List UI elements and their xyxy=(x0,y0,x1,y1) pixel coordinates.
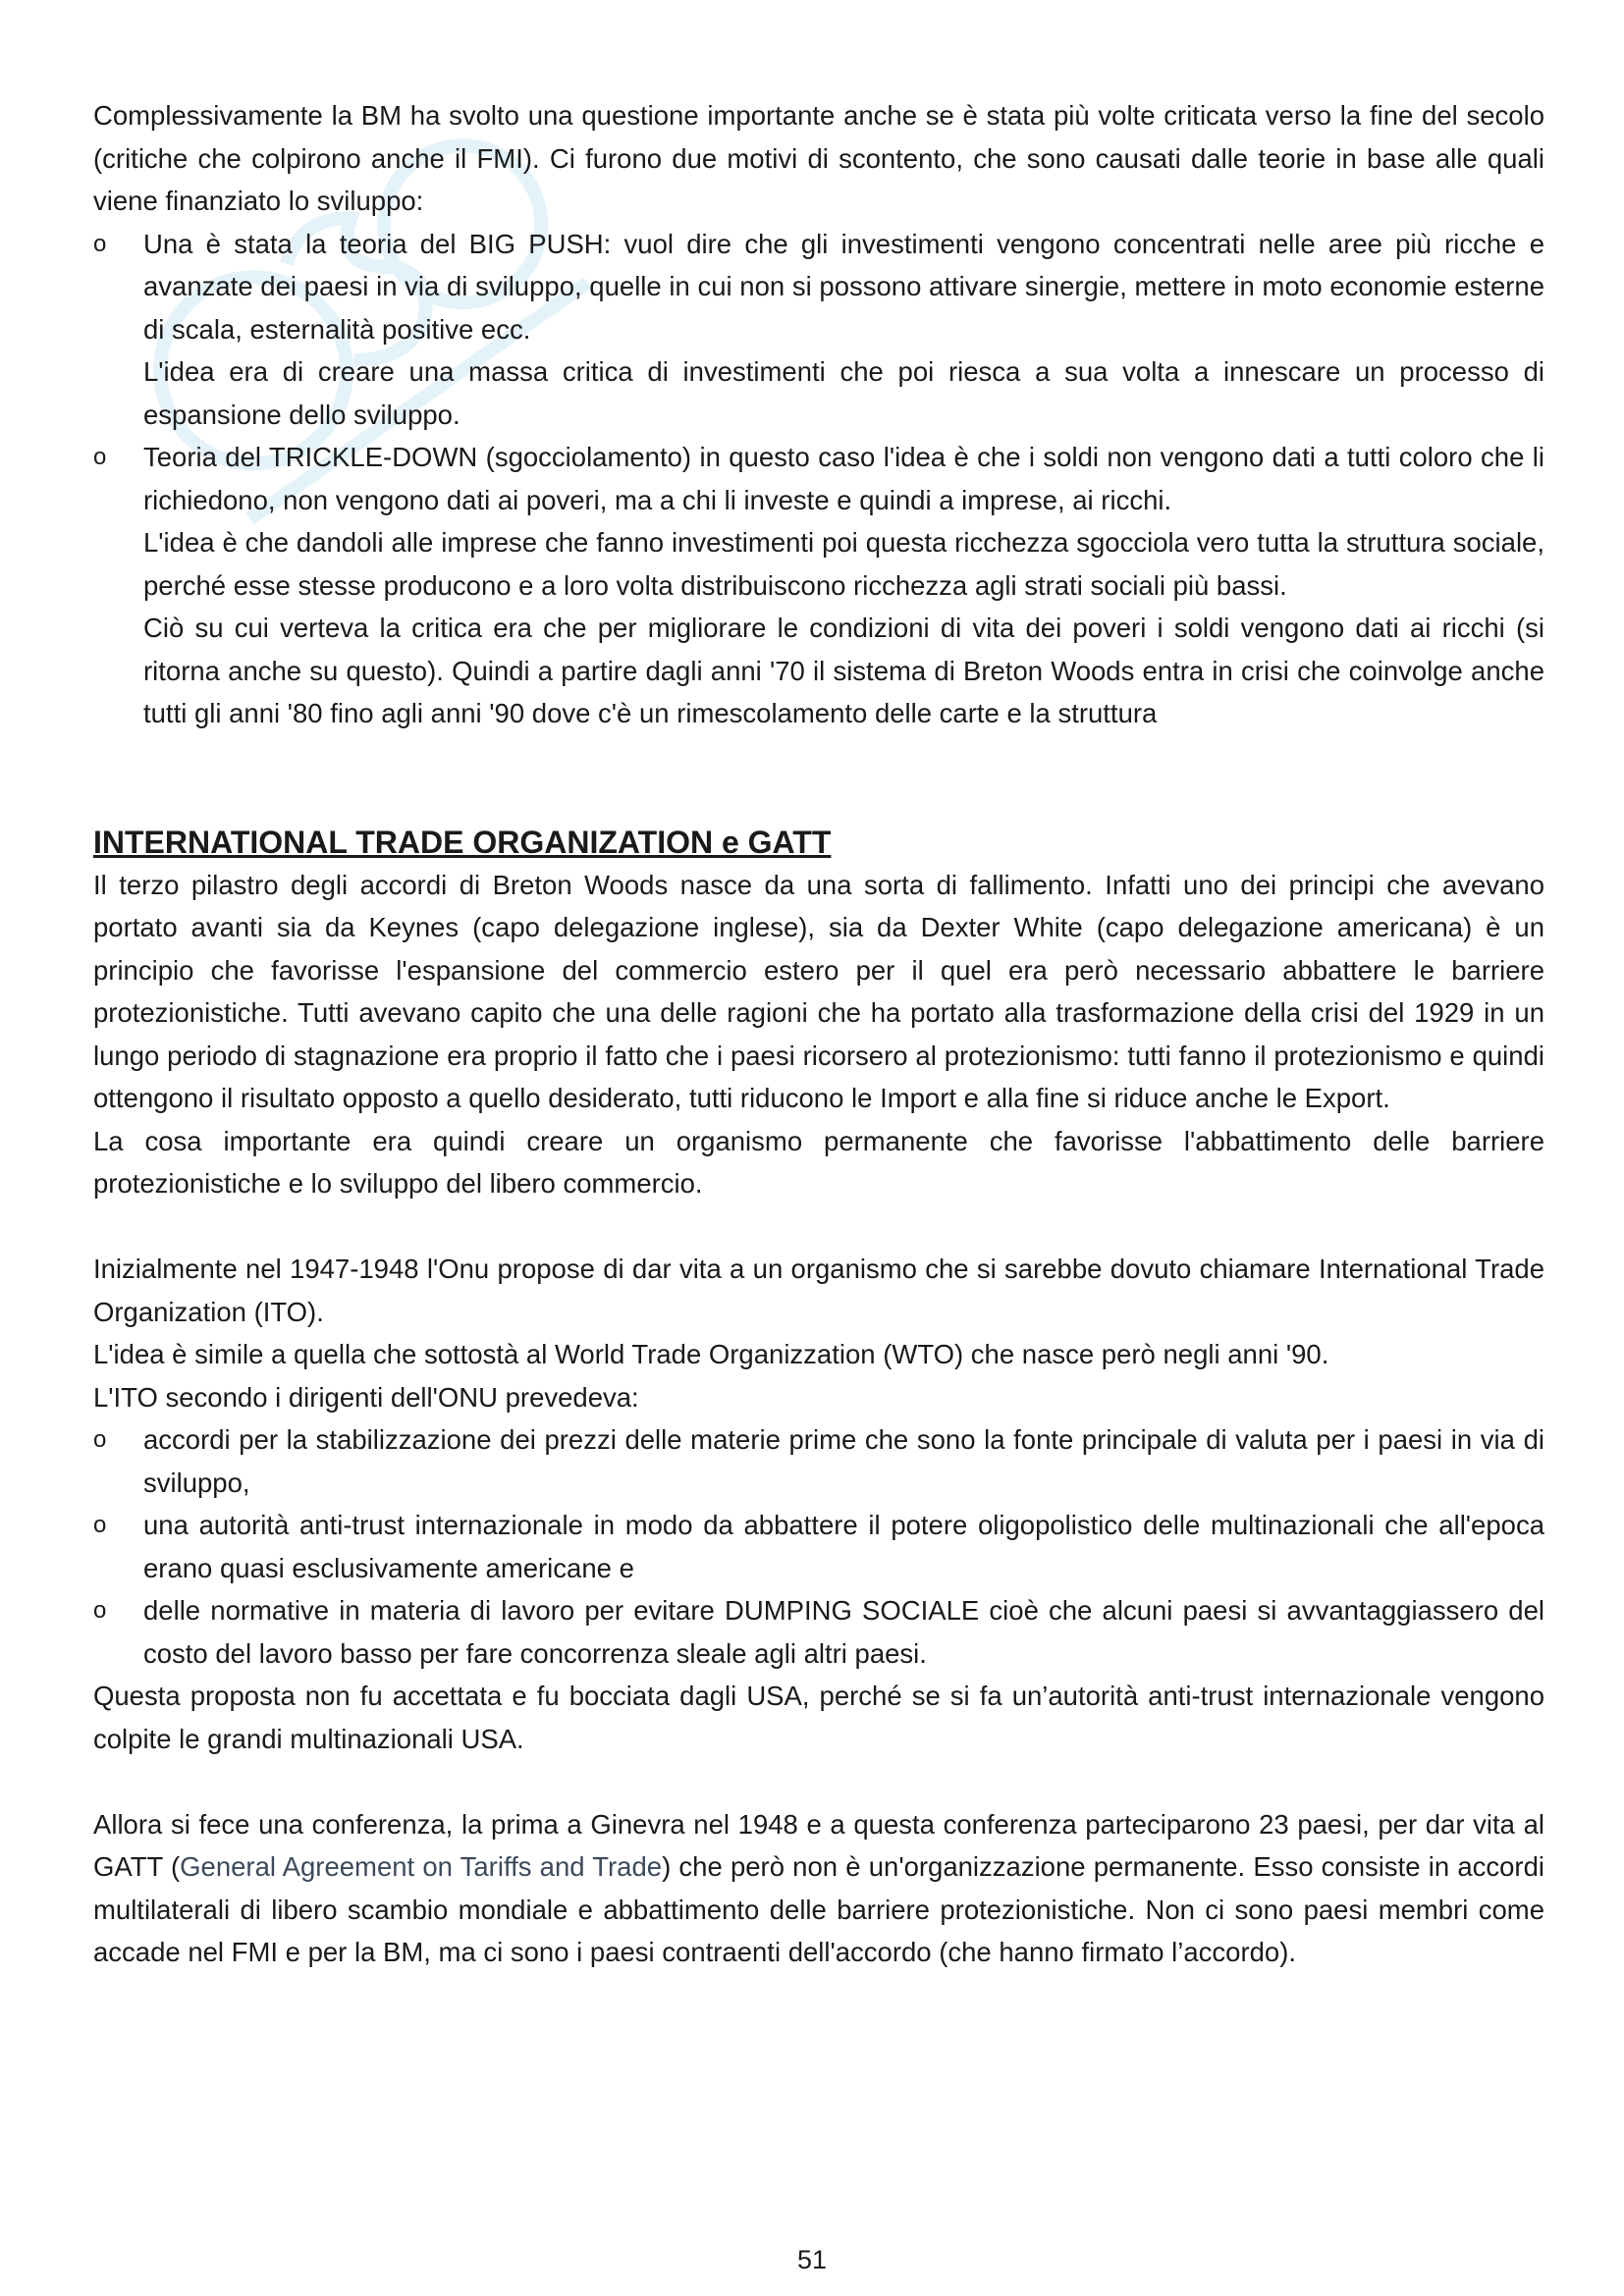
paragraph: La cosa importante era quindi creare un organismo permanente che favorisse l'abbattimento delle barriere protezionistiche e lo sviluppo del libero commercio. xyxy=(93,1125,1544,1199)
paragraph: L'ITO secondo i dirigenti dell'ONU prevedeva: xyxy=(93,1381,639,1413)
list-item-text: una autorità anti-trust internazionale in modo da abbattere il potere oligopolistico delle multinazionali che all'epoca erano quasi esclusivamente americane e xyxy=(143,1510,1544,1583)
intro-paragraph: Complessivamente la BM ha svolto una questione importante anche se è stata più volte criticata verso la fine del secolo (critiche che colpirono anche il FMI). Ci furono due motivi di scontento, che sono causati dalle teorie in base alle quali viene finanziato lo sviluppo: xyxy=(93,100,1544,216)
document-body xyxy=(93,94,1544,1974)
page-number: 51 xyxy=(796,2245,828,2274)
gatt-full-name: General Agreement on Tariffs and Trade xyxy=(180,1851,663,1882)
bullet-icon: o xyxy=(93,1426,107,1453)
bullet-icon: o xyxy=(93,1597,107,1624)
list-item-text: delle normative in materia di lavoro per evitare DUMPING SOCIALE cioè che alcuni paesi si avvantaggiassero del costo del lavoro basso per fare concorrenza sleale agli altri paesi. xyxy=(143,1595,1544,1669)
list-item-extra: Ciò su cui verteva la critica era che per migliorare le condizioni di vita dei poveri i soldi vengono dati ai ricchi (si ritorna anche su questo). Quindi a partire dagli anni '70 il sistema di Breton Woods entra in crisi che coinvolge anche tutti gli anni '80 fino agli anni '90 dove c'è un rimescolamento delle carte e la struttura xyxy=(143,613,1544,728)
list-item-text: Teoria del TRICKLE-DOWN (sgocciolamento) in questo caso l'idea è che i soldi non vengono dati a tutti coloro che li richiedono, non vengono dati ai poveri, ma a chi li investe e quindi a imprese, ai ricchi. xyxy=(143,442,1544,515)
criticism-list xyxy=(93,223,1544,735)
list-item-text: Una è stata la teoria del BIG PUSH: vuol dire che gli investimenti vengono concentrati nelle aree più ricche e avanzate dei paesi in via di sviluppo, quelle in cui non si possono attivare sinergie, mettere in moto economie esterne di scala, esternalità positive ecc. xyxy=(143,228,1544,345)
paragraph: Inizialmente nel 1947-1948 l'Onu propose di dar vita a un organismo che si sarebbe dovuto chiamare International Trade Organization (ITO). xyxy=(93,1254,1544,1327)
list-item xyxy=(93,1504,1544,1589)
bullet-icon: o xyxy=(93,230,107,257)
spacer xyxy=(93,1205,1544,1249)
list-item xyxy=(93,223,1544,437)
paragraph: Questa proposta non fu accettata e fu bocciata dagli USA, perché se si fa un’autorità anti-trust internazionale vengono colpite le grandi multinazionali USA. xyxy=(93,1681,1544,1754)
ito-list xyxy=(93,1418,1544,1675)
list-item-extra: L'idea era di creare una massa critica di investimenti che poi riesca a sua volta a innescare un processo di espansione dello sviluppo. xyxy=(143,356,1544,430)
paragraph: L'idea è simile a quella che sottostà al World Trade Organizzation (WTO) che nasce però negli anni '90. xyxy=(93,1339,1329,1369)
bullet-icon: o xyxy=(93,1512,107,1538)
list-item xyxy=(93,1589,1544,1675)
list-item xyxy=(93,1418,1544,1504)
gatt-text-before: Allora si fece una conferenza, la prima a Ginevra nel 1948 e a questa conferenza parteciparono 23 paesi, per dar vita al GATT ( xyxy=(93,1808,1544,1882)
list-item xyxy=(93,436,1544,735)
list-item-text: accordi per la stabilizzazione dei prezzi delle materie prime che sono la fonte principale di valuta per i paesi in via di sviluppo, xyxy=(143,1424,1544,1498)
bullet-icon: o xyxy=(93,444,107,470)
spacer xyxy=(93,735,1544,821)
paragraph: Il terzo pilastro degli accordi di Breton Woods nasce da una sorta di fallimento. Infatti uno dei principi che avevano portato avanti sia da Keynes (capo delegazione inglese), sia da Dexter White (capo delegazione americana) è un principio che favorisse l'espansione del commercio estero per il quel era però necessario abbattere le barriere protezionistiche. Tutti avevano capito che una delle ragioni che ha portato alla trasformazione della crisi del 1929 in un lungo periodo di stagnazione era proprio il fatto che i paesi ricorsero al protezionismo: tutti fanno il protezionismo e quindi ottengono il risultato opposto a quello desiderato, tutti riducono le Import e alla fine si riduce anche le Export. xyxy=(93,869,1544,1113)
paragraph-gatt xyxy=(93,1803,1544,1974)
spacer xyxy=(93,1760,1544,1803)
section-heading: INTERNATIONAL TRADE ORGANIZATION e GATT xyxy=(93,824,832,860)
gatt-text-after: ) che però non è un'organizzazione permanente. Esso consiste in accordi multilaterali di libero scambio mondiale e abbattimento delle barriere protezionistiche. Non ci sono paesi membri come accade nel FMI e per la BM, ma ci sono i paesi contraenti dell'accordo (che hanno firmato l’accordo). xyxy=(93,1851,1544,1967)
list-item-extra: L'idea è che dandoli alle imprese che fanno investimenti poi questa ricchezza sgocciola vero tutta la struttura sociale, perché esse stesse producono e a loro volta distribuiscono ricchezza agli strati sociali più bassi. xyxy=(143,527,1544,601)
